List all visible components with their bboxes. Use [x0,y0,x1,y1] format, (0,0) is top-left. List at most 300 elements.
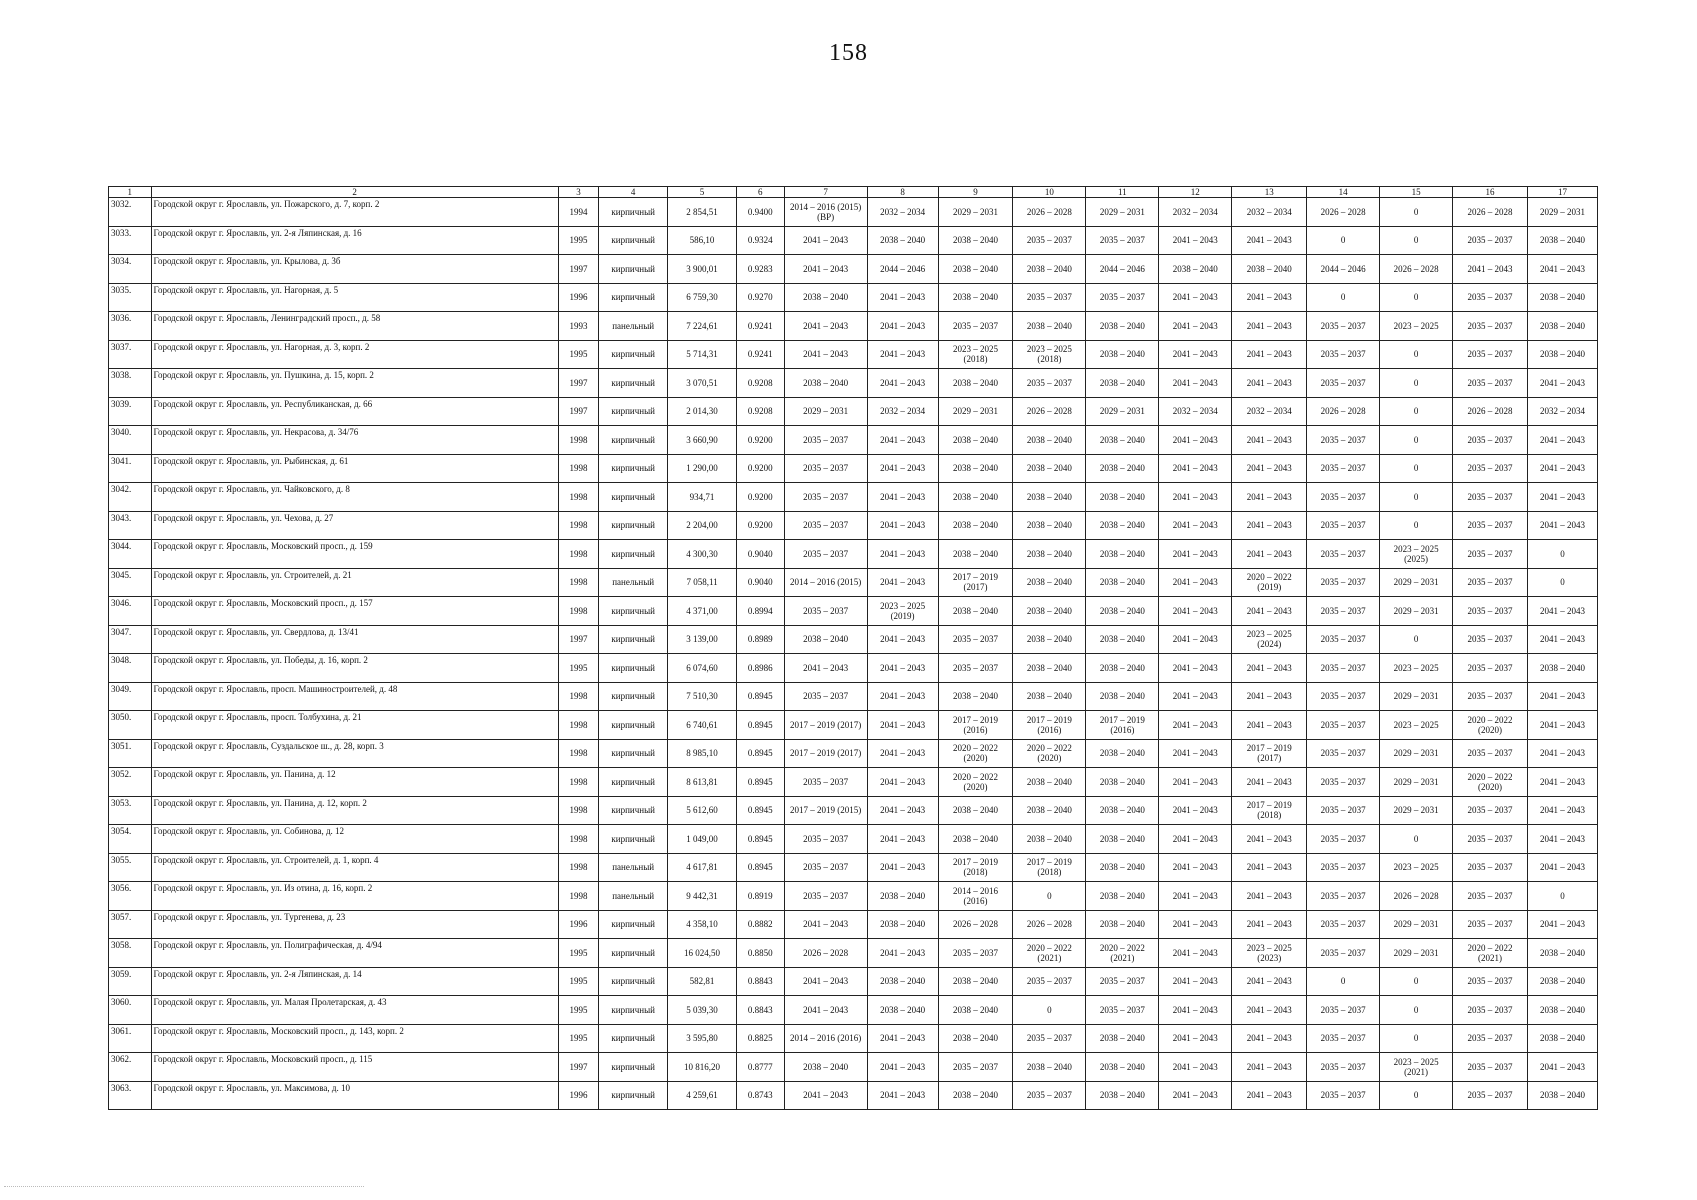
period-col-10: 2035 – 2037 [1013,1024,1086,1053]
building-address: Городской округ г. Ярославль, ул. Республиканская, д. 66 [151,397,558,426]
building-address: Городской округ г. Ярославль, ул. Из отина, д. 16, корп. 2 [151,882,558,911]
period-col-14: 2035 – 2037 [1307,853,1380,882]
building-address: Городской округ г. Ярославль, ул. Свердлова, д. 13/41 [151,625,558,654]
row-number: 3033. [109,226,152,255]
building-address: Городской округ г. Ярославль, Московский просп., д. 157 [151,597,558,626]
period-col-15: 2023 – 2025 [1380,312,1453,341]
build-year: 1995 [558,226,599,255]
period-col-7: 2035 – 2037 [784,454,867,483]
wall-material: кирпичный [599,597,668,626]
period-col-8: 2038 – 2040 [867,882,938,911]
period-col-7: 2035 – 2037 [784,540,867,569]
period-col-14: 0 [1307,283,1380,312]
period-col-9: 2038 – 2040 [938,825,1013,854]
total-area: 4 300,30 [668,540,737,569]
period-col-15: 2029 – 2031 [1380,910,1453,939]
period-col-17: 2041 – 2043 [1527,796,1597,825]
period-col-7: 2017 – 2019 (2017) [784,739,867,768]
period-col-14: 2035 – 2037 [1307,711,1380,740]
table-row [109,739,1598,768]
table-row [109,882,1598,911]
period-col-7: 2035 – 2037 [784,853,867,882]
period-col-8: 2041 – 2043 [867,1081,938,1110]
period-col-9: 2020 – 2022 (2020) [938,739,1013,768]
period-col-12: 2041 – 2043 [1159,1053,1232,1082]
period-col-12: 2041 – 2043 [1159,739,1232,768]
period-col-16: 2035 – 2037 [1453,825,1528,854]
building-address: Городской округ г. Ярославль, ул. Чехова, д. 27 [151,511,558,540]
building-address: Городской округ г. Ярославль, ул. Некрасова, д. 34/76 [151,426,558,455]
table-row [109,967,1598,996]
column-header: 8 [867,187,938,198]
period-col-7: 2035 – 2037 [784,768,867,797]
period-col-15: 0 [1380,1024,1453,1053]
period-col-13: 2041 – 2043 [1232,682,1307,711]
wear-coefficient: 0.8945 [736,711,784,740]
period-col-8: 2023 – 2025 (2019) [867,597,938,626]
build-year: 1995 [558,1024,599,1053]
period-col-14: 2035 – 2037 [1307,312,1380,341]
row-number: 3034. [109,255,152,284]
period-col-11: 2035 – 2037 [1086,283,1159,312]
period-col-10: 2020 – 2022 (2021) [1013,939,1086,968]
period-col-16: 2035 – 2037 [1453,1053,1528,1082]
row-number: 3039. [109,397,152,426]
period-col-11: 2038 – 2040 [1086,511,1159,540]
row-number: 3032. [109,198,152,227]
wear-coefficient: 0.9040 [736,568,784,597]
period-col-15: 0 [1380,996,1453,1025]
period-col-17: 2041 – 2043 [1527,825,1597,854]
period-col-12: 2041 – 2043 [1159,625,1232,654]
period-col-14: 2026 – 2028 [1307,397,1380,426]
building-address: Городской округ г. Ярославль, ул. Крылова, д. 3б [151,255,558,284]
period-col-15: 2023 – 2025 [1380,711,1453,740]
table-row [109,654,1598,683]
period-col-17: 2038 – 2040 [1527,340,1597,369]
period-col-14: 0 [1307,967,1380,996]
period-col-14: 2035 – 2037 [1307,1024,1380,1053]
wear-coefficient: 0.8919 [736,882,784,911]
period-col-16: 2035 – 2037 [1453,226,1528,255]
total-area: 16 024,50 [668,939,737,968]
table-row [109,996,1598,1025]
column-header: 13 [1232,187,1307,198]
period-col-13: 2041 – 2043 [1232,483,1307,512]
period-col-12: 2041 – 2043 [1159,312,1232,341]
period-col-16: 2035 – 2037 [1453,454,1528,483]
building-address: Городской округ г. Ярославль, просп. Машиностроителей, д. 48 [151,682,558,711]
period-col-8: 2041 – 2043 [867,340,938,369]
period-col-15: 2029 – 2031 [1380,939,1453,968]
period-col-17: 2041 – 2043 [1527,1053,1597,1082]
period-col-13: 2041 – 2043 [1232,853,1307,882]
period-col-7: 2035 – 2037 [784,597,867,626]
period-col-10: 2026 – 2028 [1013,198,1086,227]
table-row [109,511,1598,540]
wall-material: кирпичный [599,825,668,854]
period-col-13: 2041 – 2043 [1232,369,1307,398]
row-number: 3059. [109,967,152,996]
period-col-14: 2035 – 2037 [1307,682,1380,711]
period-col-8: 2041 – 2043 [867,825,938,854]
period-col-11: 2038 – 2040 [1086,768,1159,797]
period-col-12: 2041 – 2043 [1159,654,1232,683]
period-col-17: 2041 – 2043 [1527,255,1597,284]
building-address: Городской округ г. Ярославль, Ленинградский просп., д. 58 [151,312,558,341]
period-col-11: 2029 – 2031 [1086,198,1159,227]
period-col-14: 2035 – 2037 [1307,454,1380,483]
build-year: 1998 [558,853,599,882]
period-col-15: 0 [1380,426,1453,455]
period-col-12: 2041 – 2043 [1159,340,1232,369]
period-col-13: 2020 – 2022 (2019) [1232,568,1307,597]
period-col-17: 2041 – 2043 [1527,739,1597,768]
wall-material: кирпичный [599,682,668,711]
total-area: 3 070,51 [668,369,737,398]
period-col-10: 2038 – 2040 [1013,312,1086,341]
period-col-15: 2023 – 2025 [1380,654,1453,683]
period-col-17: 2038 – 2040 [1527,967,1597,996]
period-col-7: 2017 – 2019 (2017) [784,711,867,740]
period-col-7: 2041 – 2043 [784,910,867,939]
wear-coefficient: 0.8994 [736,597,784,626]
period-col-16: 2035 – 2037 [1453,340,1528,369]
table-row [109,454,1598,483]
column-header: 4 [599,187,668,198]
period-col-14: 2026 – 2028 [1307,198,1380,227]
table-row [109,283,1598,312]
period-col-17: 0 [1527,882,1597,911]
wear-coefficient: 0.8945 [736,825,784,854]
period-col-7: 2035 – 2037 [784,511,867,540]
table-row [109,568,1598,597]
wall-material: кирпичный [599,369,668,398]
period-col-17: 2041 – 2043 [1527,511,1597,540]
period-col-12: 2041 – 2043 [1159,967,1232,996]
period-col-15: 2026 – 2028 [1380,882,1453,911]
period-col-10: 2038 – 2040 [1013,1053,1086,1082]
build-year: 1995 [558,939,599,968]
period-col-13: 2041 – 2043 [1232,996,1307,1025]
building-address: Городской округ г. Ярославль, ул. Строителей, д. 1, корп. 4 [151,853,558,882]
period-col-14: 2035 – 2037 [1307,739,1380,768]
building-address: Городской округ г. Ярославль, ул. Пушкина, д. 15, корп. 2 [151,369,558,398]
column-header: 5 [668,187,737,198]
period-col-7: 2038 – 2040 [784,1053,867,1082]
period-col-15: 2026 – 2028 [1380,255,1453,284]
period-col-15: 2029 – 2031 [1380,739,1453,768]
period-col-10: 2038 – 2040 [1013,483,1086,512]
row-number: 3058. [109,939,152,968]
total-area: 10 816,20 [668,1053,737,1082]
period-col-8: 2041 – 2043 [867,426,938,455]
period-col-14: 2035 – 2037 [1307,483,1380,512]
period-col-10: 2035 – 2037 [1013,1081,1086,1110]
table-row [109,625,1598,654]
period-col-14: 0 [1307,226,1380,255]
period-col-15: 0 [1380,511,1453,540]
wall-material: кирпичный [599,739,668,768]
period-col-16: 2035 – 2037 [1453,312,1528,341]
build-year: 1998 [558,483,599,512]
period-col-7: 2029 – 2031 [784,397,867,426]
column-header: 12 [1159,187,1232,198]
period-col-17: 2038 – 2040 [1527,939,1597,968]
period-col-9: 2017 – 2019 (2016) [938,711,1013,740]
column-header: 11 [1086,187,1159,198]
period-col-8: 2041 – 2043 [867,1024,938,1053]
build-year: 1995 [558,654,599,683]
wall-material: кирпичный [599,939,668,968]
row-number: 3042. [109,483,152,512]
period-col-17: 2041 – 2043 [1527,853,1597,882]
period-col-13: 2041 – 2043 [1232,967,1307,996]
period-col-7: 2041 – 2043 [784,226,867,255]
period-col-11: 2038 – 2040 [1086,910,1159,939]
period-col-12: 2041 – 2043 [1159,768,1232,797]
period-col-17: 2041 – 2043 [1527,369,1597,398]
wear-coefficient: 0.8743 [736,1081,784,1110]
period-col-11: 2038 – 2040 [1086,568,1159,597]
total-area: 8 985,10 [668,739,737,768]
period-col-16: 2035 – 2037 [1453,739,1528,768]
wear-coefficient: 0.9208 [736,397,784,426]
period-col-15: 2029 – 2031 [1380,796,1453,825]
period-col-16: 2035 – 2037 [1453,483,1528,512]
period-col-8: 2041 – 2043 [867,283,938,312]
wear-coefficient: 0.9208 [736,369,784,398]
period-col-9: 2035 – 2037 [938,312,1013,341]
period-col-10: 2023 – 2025 (2018) [1013,340,1086,369]
table-row [109,768,1598,797]
period-col-15: 0 [1380,397,1453,426]
row-number: 3043. [109,511,152,540]
period-col-14: 2035 – 2037 [1307,768,1380,797]
period-col-14: 2044 – 2046 [1307,255,1380,284]
period-col-17: 2032 – 2034 [1527,397,1597,426]
period-col-11: 2017 – 2019 (2016) [1086,711,1159,740]
wear-coefficient: 0.9040 [736,540,784,569]
period-col-8: 2038 – 2040 [867,910,938,939]
table-row [109,426,1598,455]
period-col-13: 2032 – 2034 [1232,397,1307,426]
period-col-10: 2038 – 2040 [1013,654,1086,683]
period-col-15: 0 [1380,340,1453,369]
period-col-9: 2026 – 2028 [938,910,1013,939]
period-col-11: 2038 – 2040 [1086,1053,1159,1082]
period-col-11: 2038 – 2040 [1086,682,1159,711]
table-row [109,910,1598,939]
period-col-12: 2038 – 2040 [1159,255,1232,284]
period-col-12: 2041 – 2043 [1159,939,1232,968]
period-col-12: 2041 – 2043 [1159,454,1232,483]
period-col-8: 2041 – 2043 [867,1053,938,1082]
period-col-17: 0 [1527,540,1597,569]
build-year: 1997 [558,369,599,398]
period-col-14: 2035 – 2037 [1307,996,1380,1025]
period-col-9: 2035 – 2037 [938,1053,1013,1082]
period-col-15: 0 [1380,825,1453,854]
period-col-10: 2017 – 2019 (2018) [1013,853,1086,882]
column-header: 1 [109,187,152,198]
total-area: 3 139,00 [668,625,737,654]
total-area: 5 612,60 [668,796,737,825]
build-year: 1993 [558,312,599,341]
period-col-16: 2026 – 2028 [1453,397,1528,426]
table-row [109,483,1598,512]
period-col-16: 2035 – 2037 [1453,540,1528,569]
row-number: 3046. [109,597,152,626]
period-col-11: 2038 – 2040 [1086,853,1159,882]
build-year: 1998 [558,511,599,540]
period-col-17: 2041 – 2043 [1527,597,1597,626]
period-col-7: 2026 – 2028 [784,939,867,968]
build-year: 1997 [558,625,599,654]
build-year: 1997 [558,1053,599,1082]
period-col-8: 2041 – 2043 [867,312,938,341]
wear-coefficient: 0.8850 [736,939,784,968]
total-area: 7 510,30 [668,682,737,711]
total-area: 2 014,30 [668,397,737,426]
column-header: 16 [1453,187,1528,198]
period-col-17: 2041 – 2043 [1527,625,1597,654]
period-col-13: 2041 – 2043 [1232,711,1307,740]
period-col-14: 2035 – 2037 [1307,426,1380,455]
period-col-12: 2041 – 2043 [1159,711,1232,740]
period-col-11: 2038 – 2040 [1086,1024,1159,1053]
period-col-14: 2035 – 2037 [1307,1053,1380,1082]
table-row [109,682,1598,711]
table-row [109,711,1598,740]
period-col-14: 2035 – 2037 [1307,654,1380,683]
period-col-10: 2026 – 2028 [1013,910,1086,939]
total-area: 4 358,10 [668,910,737,939]
column-header: 15 [1380,187,1453,198]
period-col-16: 2035 – 2037 [1453,426,1528,455]
wall-material: кирпичный [599,426,668,455]
build-year: 1998 [558,882,599,911]
period-col-17: 2041 – 2043 [1527,483,1597,512]
table-row [109,796,1598,825]
total-area: 4 259,61 [668,1081,737,1110]
wall-material: панельный [599,853,668,882]
period-col-9: 2017 – 2019 (2017) [938,568,1013,597]
row-number: 3050. [109,711,152,740]
wear-coefficient: 0.9324 [736,226,784,255]
period-col-16: 2035 – 2037 [1453,568,1528,597]
column-header: 6 [736,187,784,198]
table-row [109,397,1598,426]
building-address: Городской округ г. Ярославль, Московский просп., д. 143, корп. 2 [151,1024,558,1053]
wear-coefficient: 0.9241 [736,340,784,369]
period-col-9: 2020 – 2022 (2020) [938,768,1013,797]
build-year: 1998 [558,739,599,768]
period-col-8: 2041 – 2043 [867,454,938,483]
column-header: 9 [938,187,1013,198]
period-col-9: 2038 – 2040 [938,1024,1013,1053]
wall-material: панельный [599,882,668,911]
total-area: 4 617,81 [668,853,737,882]
build-year: 1995 [558,967,599,996]
building-address: Городской округ г. Ярославль, Московский просп., д. 115 [151,1053,558,1082]
column-header: 14 [1307,187,1380,198]
wall-material: кирпичный [599,996,668,1025]
period-col-16: 2035 – 2037 [1453,996,1528,1025]
building-address: Городской округ г. Ярославль, ул. Нагорная, д. 5 [151,283,558,312]
period-col-10: 2038 – 2040 [1013,682,1086,711]
period-col-15: 0 [1380,454,1453,483]
period-col-14: 2035 – 2037 [1307,568,1380,597]
period-col-9: 2038 – 2040 [938,996,1013,1025]
total-area: 3 660,90 [668,426,737,455]
period-col-15: 2023 – 2025 (2025) [1380,540,1453,569]
period-col-16: 2041 – 2043 [1453,255,1528,284]
column-header: 10 [1013,187,1086,198]
period-col-14: 2035 – 2037 [1307,939,1380,968]
total-area: 6 759,30 [668,283,737,312]
period-col-12: 2041 – 2043 [1159,597,1232,626]
period-col-8: 2041 – 2043 [867,853,938,882]
row-number: 3044. [109,540,152,569]
total-area: 6 740,61 [668,711,737,740]
period-col-11: 2038 – 2040 [1086,540,1159,569]
period-col-15: 2029 – 2031 [1380,768,1453,797]
period-col-7: 2041 – 2043 [784,996,867,1025]
period-col-16: 2020 – 2022 (2020) [1453,768,1528,797]
table-row [109,369,1598,398]
period-col-16: 2035 – 2037 [1453,910,1528,939]
period-col-16: 2035 – 2037 [1453,283,1528,312]
period-col-14: 2035 – 2037 [1307,796,1380,825]
period-col-12: 2041 – 2043 [1159,540,1232,569]
period-col-8: 2032 – 2034 [867,198,938,227]
period-col-15: 0 [1380,283,1453,312]
period-col-15: 0 [1380,369,1453,398]
build-year: 1998 [558,796,599,825]
row-number: 3036. [109,312,152,341]
building-address: Городской округ г. Ярославль, ул. Панина, д. 12 [151,768,558,797]
period-col-8: 2041 – 2043 [867,739,938,768]
build-year: 1994 [558,198,599,227]
building-address: Городской округ г. Ярославль, ул. Максимова, д. 10 [151,1081,558,1110]
period-col-11: 2038 – 2040 [1086,739,1159,768]
period-col-10: 2035 – 2037 [1013,283,1086,312]
period-col-11: 2038 – 2040 [1086,796,1159,825]
building-address: Городской округ г. Ярославль, ул. 2-я Ляпинская, д. 14 [151,967,558,996]
period-col-16: 2035 – 2037 [1453,682,1528,711]
build-year: 1998 [558,711,599,740]
total-area: 2 204,00 [668,511,737,540]
period-col-12: 2041 – 2043 [1159,1024,1232,1053]
period-col-9: 2038 – 2040 [938,597,1013,626]
wear-coefficient: 0.9283 [736,255,784,284]
wear-coefficient: 0.8882 [736,910,784,939]
period-col-8: 2041 – 2043 [867,511,938,540]
building-address: Городской округ г. Ярославль, ул. Строителей, д. 21 [151,568,558,597]
period-col-17: 2041 – 2043 [1527,426,1597,455]
period-col-10: 2038 – 2040 [1013,796,1086,825]
wall-material: кирпичный [599,796,668,825]
period-col-12: 2041 – 2043 [1159,1081,1232,1110]
period-col-12: 2041 – 2043 [1159,568,1232,597]
row-number: 3048. [109,654,152,683]
building-address: Городской округ г. Ярославль, просп. Толбухина, д. 21 [151,711,558,740]
period-col-14: 2035 – 2037 [1307,882,1380,911]
table-row [109,1024,1598,1053]
period-col-9: 2023 – 2025 (2018) [938,340,1013,369]
period-col-8: 2041 – 2043 [867,796,938,825]
